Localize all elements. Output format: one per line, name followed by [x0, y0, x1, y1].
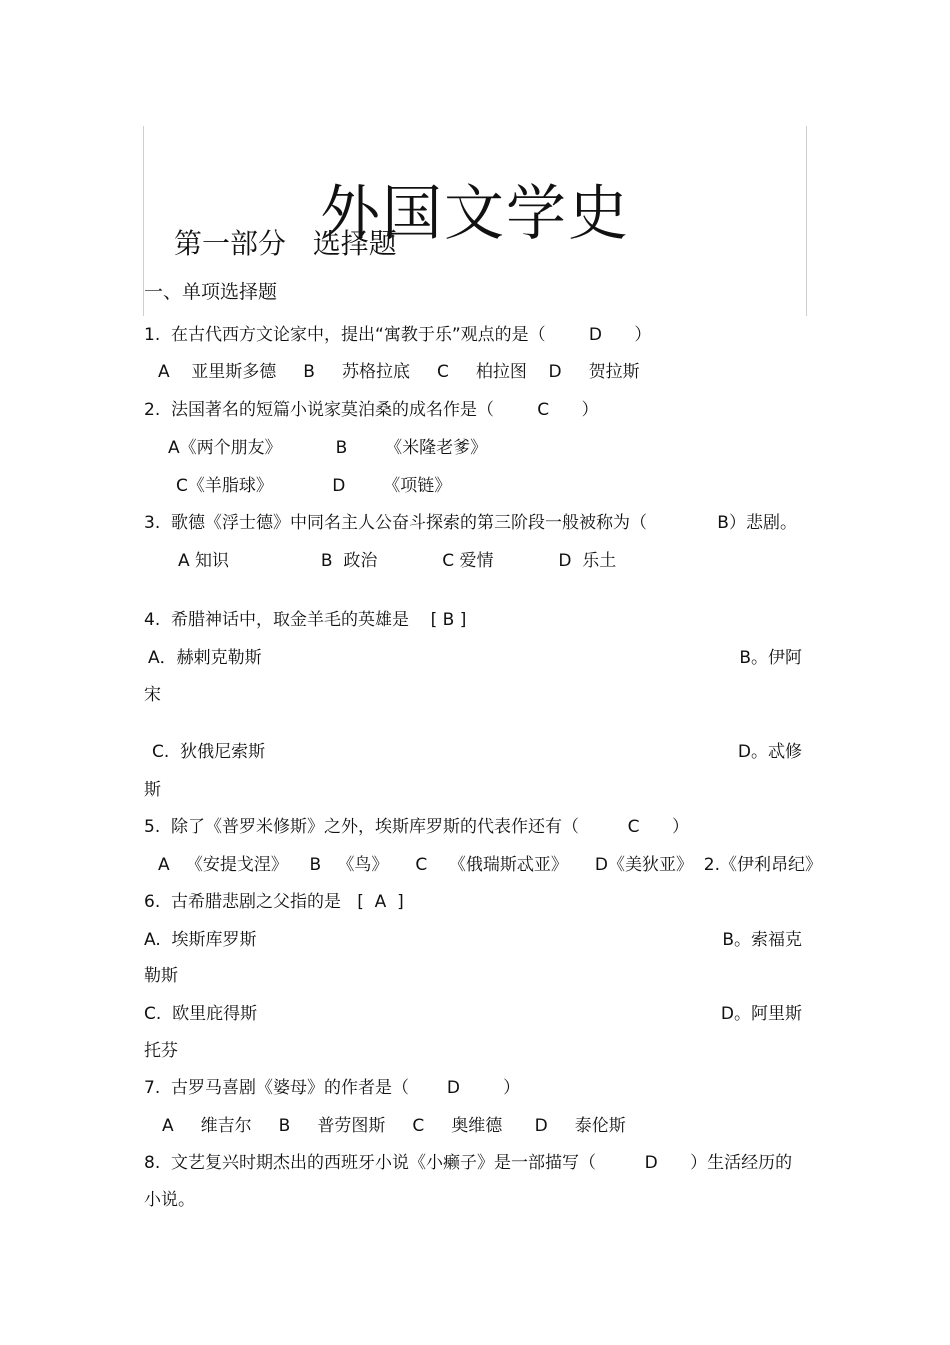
q2-options-ab: A《两个朋友》 B 《米隆老爹》 [168, 438, 488, 458]
q6-option-c: C. 欧里庇得斯 [144, 1004, 258, 1024]
q1-stem: 1. 在古代西方文论家中，提出“寓教于乐”观点的是（ D ） [144, 325, 652, 345]
q2-stem: 2. 法国著名的短篇小说家莫泊桑的成名作是（ C ） [144, 400, 599, 420]
q5-stem: 5. 除了《普罗米修斯》之外，埃斯库罗斯的代表作还有（ C ） [144, 817, 689, 837]
q6-stem: 6. 古希腊悲剧之父指的是 [ A ] [144, 892, 404, 912]
q7-options: A 维吉尔 B 普劳图斯 C 奥维德 D 泰伦斯 [162, 1116, 626, 1136]
section-heading: 一、单项选择题 [144, 281, 278, 303]
q3-stem: 3. 歌德《浮士德》中同名主人公奋斗探索的第三阶段一般被称为（ B）悲剧。 [144, 513, 797, 533]
q6-option-b: B。索福克 [722, 930, 802, 950]
q4-stem: 4. 希腊神话中，取金羊毛的英雄是 [ B ] [144, 610, 467, 630]
q8-stem-continued: 小说。 [144, 1190, 195, 1210]
q4-option-d: D。忒修 [737, 742, 802, 762]
q4-option-b: B。伊阿 [739, 648, 802, 668]
q2-options-cd: C《羊脂球》 D 《项链》 [176, 476, 452, 496]
q5-options: A 《安提戈涅》 B 《鸟》 C 《俄瑞斯忒亚》 D《美狄亚》 2.《伊利昂纪》 [158, 855, 822, 875]
q4-option-c: C. 狄俄尼索斯 [152, 742, 266, 762]
q6-option-a: A. 埃斯库罗斯 [144, 930, 257, 950]
q4-option-b-continued: 宋 [144, 685, 161, 705]
q4-option-d-continued: 斯 [144, 780, 161, 800]
q1-options: A 亚里斯多德 B 苏格拉底 C 柏拉图 D 贺拉斯 [158, 362, 640, 382]
q6-option-b-continued: 勒斯 [144, 966, 178, 986]
q3-options: A 知识 B 政治 C 爱情 D 乐土 [178, 551, 617, 571]
q8-stem: 8. 文艺复兴时期杰出的西班牙小说《小癞子》是一部描写（ D ）生活经历的 [144, 1153, 793, 1173]
q7-stem: 7. 古罗马喜剧《婆母》的作者是（ D ） [144, 1078, 521, 1098]
q6-option-d: D。阿里斯 [720, 1004, 802, 1024]
q4-option-a: A．赫剌克勒斯 [148, 648, 262, 668]
document-title: 外国文学史 [320, 179, 630, 250]
part-heading: 第一部分 选择题 [174, 227, 397, 260]
q6-option-d-continued: 托芬 [144, 1041, 178, 1061]
